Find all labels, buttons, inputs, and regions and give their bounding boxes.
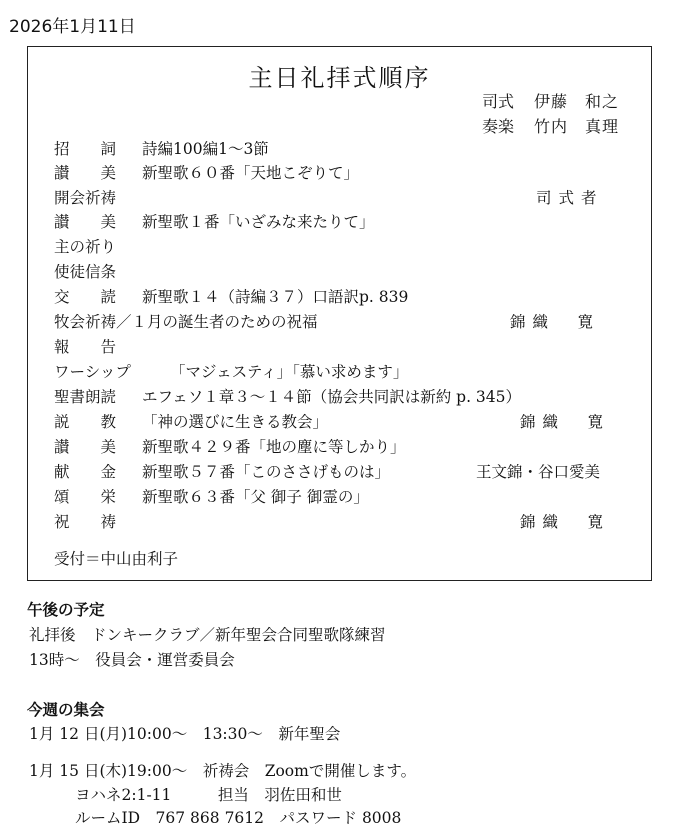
item-label: 頌 栄 <box>54 488 117 506</box>
item-label: 使徒信条 <box>54 263 117 281</box>
staff-role: 奏楽 <box>482 117 515 136</box>
order-item-announcements <box>54 335 116 359</box>
order-item-hymn-2 <box>54 210 375 234</box>
item-label: 報 告 <box>54 338 117 356</box>
item-content: 新聖歌５７番「このささげものは」 <box>142 463 391 481</box>
order-title: 主日礼拝式順序 <box>248 64 431 92</box>
item-content: 「マジェスティ」「慕い求めます」 <box>170 363 409 381</box>
afternoon-line: 礼拝後 ドンキークラブ／新年聖会合同聖歌隊練習 <box>29 626 386 644</box>
item-label: 説 教 <box>54 413 117 431</box>
staff-officiant <box>482 89 619 112</box>
week-line: ルームID 767 868 7612 パスワード 8008 <box>75 809 402 827</box>
item-person: 王文錦・谷口愛美 <box>476 463 601 481</box>
item-content: エフェソ１章３～１４節（協会共同訳は新約 p. 345） <box>142 388 522 406</box>
item-person: 司式者 <box>536 189 604 207</box>
item-person: 錦織 寛 <box>520 413 611 431</box>
week-heading: 今週の集会 <box>27 701 105 719</box>
item-label: 讃 美 <box>54 164 117 182</box>
order-item-hymn-3 <box>54 435 406 459</box>
afternoon-line: 13時～ 役員会・運営委員会 <box>29 651 235 669</box>
item-person: 錦織 寛 <box>510 313 601 331</box>
order-item-benediction <box>54 510 142 534</box>
staff-name: 竹内 真理 <box>534 117 620 136</box>
order-item-lords-prayer <box>54 235 116 259</box>
order-item-sermon <box>54 410 328 434</box>
order-item-doxology <box>54 485 369 509</box>
week-line: ヨハネ2:1-11 担当 羽佐田和世 <box>75 786 342 804</box>
order-item-apostles-creed <box>54 260 116 284</box>
item-content: 「神の選びに生きる教会」 <box>142 413 329 431</box>
order-item-responsive-reading <box>54 285 408 309</box>
item-content: 詩編100編1～3節 <box>142 140 269 158</box>
item-label: 開会祈祷 <box>54 189 117 207</box>
item-content: 新聖歌６０番「天地こぞりて」 <box>142 164 360 182</box>
worship-order-box <box>27 46 652 581</box>
order-item-scripture-reading <box>54 385 521 409</box>
reception: 受付＝中山由利子 <box>54 550 179 568</box>
date: 2026年1月11日 <box>9 17 136 37</box>
order-item-pastoral-prayer <box>54 310 318 334</box>
item-label: 聖書朗読 <box>54 388 117 406</box>
item-content: 牧会祈祷／１月の誕生者のための祝福 <box>54 313 318 331</box>
afternoon-heading: 午後の予定 <box>27 601 105 619</box>
week-line: 1月 15 日(木)19:00～ 祈祷会 Zoomで開催します。 <box>29 762 417 780</box>
order-item-hymn-1 <box>54 161 359 185</box>
item-content: 新聖歌６３番「父 御子 御霊の」 <box>142 488 369 506</box>
item-content: 新聖歌１４（詩編３７）口語訳p. 839 <box>142 288 409 306</box>
order-item-worship-songs <box>54 360 408 384</box>
order-item-offering <box>54 460 390 484</box>
item-label: 祝 祷 <box>54 513 117 531</box>
staff-name: 伊藤 和之 <box>534 92 620 111</box>
staff-role: 司式 <box>482 92 515 111</box>
item-label: 招 詞 <box>54 140 117 158</box>
item-label: 献 金 <box>54 463 117 481</box>
order-item-call-to-worship <box>54 137 269 161</box>
item-label: ワーシップ <box>54 363 131 381</box>
staff-organist <box>482 114 619 137</box>
item-label: 讃 美 <box>54 213 117 231</box>
item-content: 新聖歌１番「いざみな来たりて」 <box>142 213 375 231</box>
week-line: 1月 12 日(月)10:00～ 13:30～ 新年聖会 <box>29 725 341 743</box>
item-person: 錦織 寛 <box>520 513 611 531</box>
item-label: 讃 美 <box>54 438 117 456</box>
order-item-opening-prayer <box>54 186 142 210</box>
item-content: 新聖歌４２９番「地の塵に等しかり」 <box>142 438 406 456</box>
item-label: 交 読 <box>54 288 117 306</box>
item-label: 主の祈り <box>54 238 117 256</box>
